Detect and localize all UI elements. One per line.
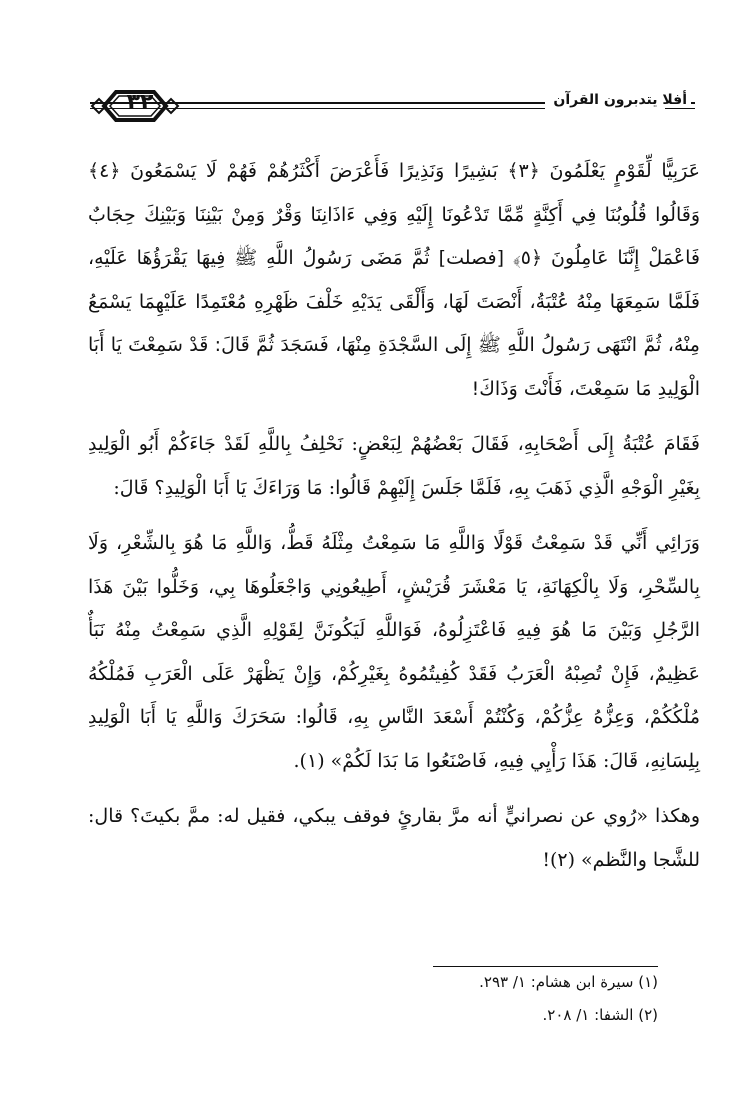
page-number-ornament — [90, 82, 180, 130]
paragraph-1: عَرَبِيًّا لِّقَوْمٍ يَعْلَمُونَ ﴿٣﴾ بَشِيرًا وَنَذِيرًا فَأَعْرَضَ أَكْثَرُهُمْ فَهُمْ لَا يَسْمَعُونَ ﴿٤﴾ وَقَالُوا قُلُوبُنَا فِي أَكِنَّةٍ مِّمَّا تَدْعُونَا إِلَيْهِ وَفِي ءَاذَانِنَا وَقْرٌ وَمِنْ بَيْنِنَا وَبَيْنِكَ حِجَابٌ فَاعْمَلْ إِنَّنَا عَامِلُونَ ﴿٥﴾ [فصلت] ثُمَّ مَضَى رَسُولُ اللَّهِ ﷺ فِيهَا يَقْرَؤُهَا عَلَيْهِ، فَلَمَّا سَمِعَهَا مِنْهُ عُتْبَةُ، أَنْصَتَ لَهَا، وَأَلْقَى يَدَيْهِ خَلْفَ ظَهْرِهِ مُعْتَمِدًا عَلَيْهِمَا يَسْمَعُ مِنْهُ، ثُمَّ انْتَهَى رَسُولُ اللَّهِ ﷺ إِلَى السَّجْدَةِ مِنْهَا، فَسَجَدَ ثُمَّ قَالَ: قَدْ سَمِعْتَ يَا أَبَا الْوَلِيدِ مَا سَمِعْتَ، فَأَنْتَ وَذَاكَ! — [88, 160, 700, 400]
book-title: أفلا يتدبرون القرآن — [549, 92, 691, 108]
paragraph-3: وَرَائِي أَنِّي قَدْ سَمِعْتُ قَوْلًا وَاللَّهِ مَا سَمِعْتُ مِثْلَهُ قَطُّ، وَاللَّهِ مَا هُوَ بِالشِّعْرِ، وَلَا بِالسِّحْرِ، وَلَا بِالْكِهَانَةِ، يَا مَعْشَرَ قُرَيْشٍ، أَطِيعُونِي وَاجْعَلُوهَا بِي، وَخَلُّوا بَيْنَ هَذَا الرَّجُلِ وَبَيْنَ مَا هُوَ فِيهِ فَاعْتَزِلُوهُ، فَوَاللَّهِ لَيَكُونَنَّ لِقَوْلِهِ الَّذِي سَمِعْتُ مِنْهُ نَبَأٌ عَظِيمٌ، فَإِنْ تُصِبْهُ الْعَرَبُ فَقَدْ كُفِيتُمُوهُ بِغَيْرِكُمْ، وَإِنْ يَظْهَرْ عَلَى الْعَرَبِ فَمُلْكُهُ مُلْكُكُمْ، وَعِزُّهُ عِزُّكُمْ، وَكُنْتُمْ أَسْعَدَ النَّاسِ بِهِ، قَالُوا: سَحَرَكَ وَاللَّهِ يَا أَبَا الْوَلِيدِ بِلِسَانِهِ، قَالَ: هَذَا رَأْيِي فِيهِ، فَاصْنَعُوا مَا بَدَا لَكُمْ» (١). — [88, 532, 700, 772]
main-text — [88, 150, 700, 882]
paragraph-4: وهكذا «رُوي عن نصرانيٍّ أنه مرَّ بقارئٍ فوقف يبكي، فقيل له: ممَّ بكيتَ؟ قال: للشَّجا والنَّظم» (٢)! — [88, 805, 700, 871]
footnotes — [46, 966, 658, 1032]
page-number: ٣٢ — [126, 90, 154, 115]
paragraph-2: فَقَامَ عُتْبَةُ إِلَى أَصْحَابِهِ، فَقَالَ بَعْضُهُمْ لِبَعْضٍ: نَحْلِفُ بِاللَّهِ لَقَدْ جَاءَكُمْ أَبُو الْوَلِيدِ بِغَيْرِ الْوَجْهِ الَّذِي ذَهَبَ بِهِ، فَلَمَّا جَلَسَ إِلَيْهِمْ قَالُوا: مَا وَرَاءَكَ يَا أَبَا الْوَلِيدِ؟ قَالَ: — [88, 433, 700, 499]
page-header — [90, 82, 695, 134]
footnote-2: (٢) الشفا: ١/ ٢٠٨. — [542, 1006, 658, 1024]
footnote-1: (١) سيرة ابن هشام: ١/ ٢٩٣. — [479, 973, 658, 991]
